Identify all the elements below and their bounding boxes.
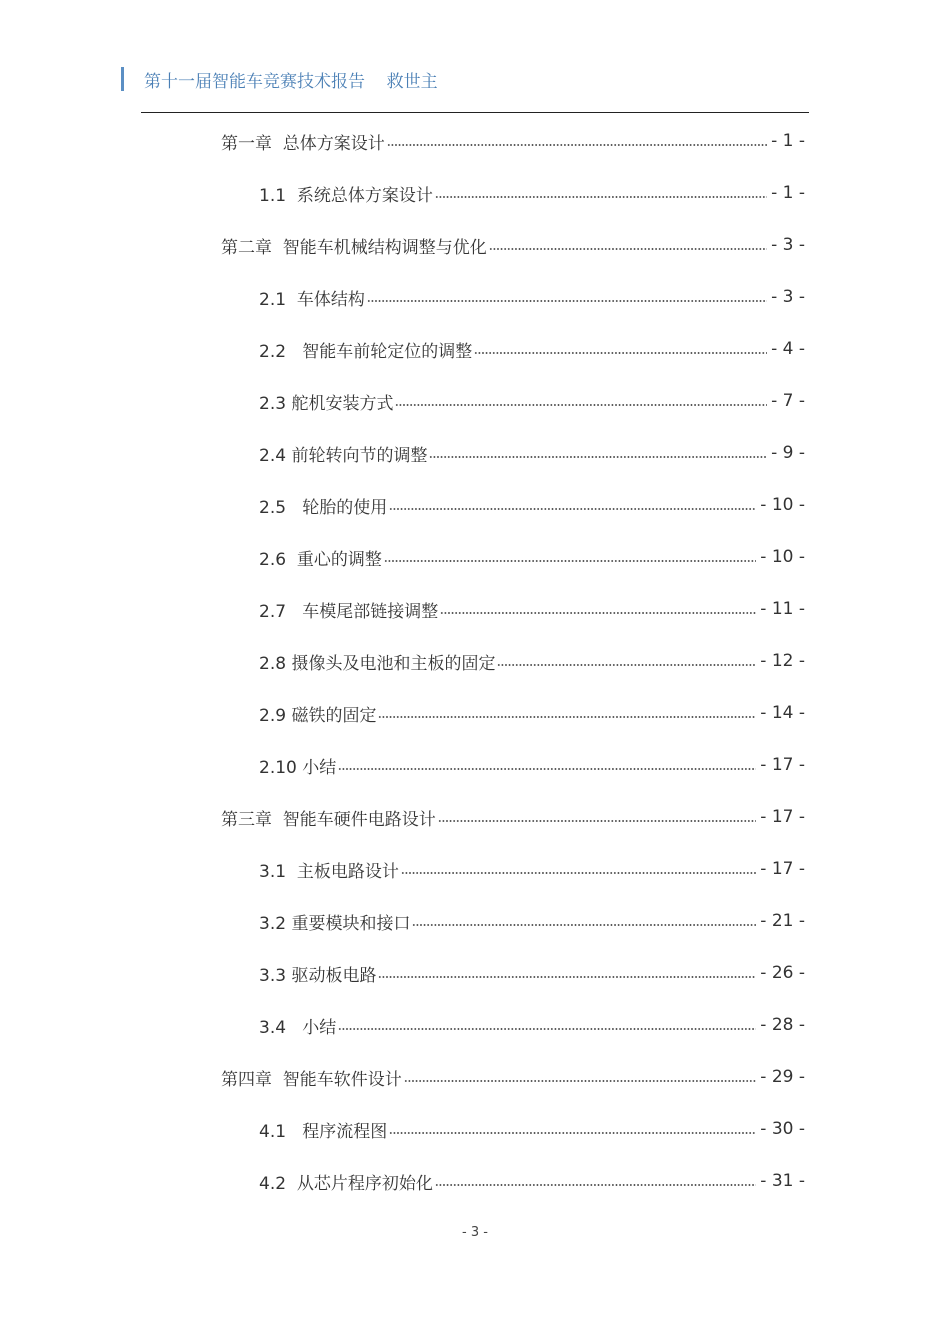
toc-entry[interactable]: [259, 843, 805, 895]
toc-entry[interactable]: [259, 271, 805, 323]
toc-dot-leader: [435, 1182, 756, 1188]
toc-dot-leader: [395, 402, 767, 408]
toc-entry-page: - 28 -: [760, 1015, 805, 1035]
toc-entry-title: 2.4 前轮转向节的调整: [259, 445, 428, 466]
toc-dot-leader: [412, 922, 756, 928]
toc-entry[interactable]: [259, 531, 805, 583]
toc-entry-title: 第一章 总体方案设计: [221, 133, 385, 154]
toc-entry-title: 第二章 智能车机械结构调整与优化: [221, 237, 487, 258]
toc-entry[interactable]: [221, 1051, 805, 1103]
toc-dot-leader: [338, 766, 756, 772]
running-header: [121, 66, 438, 92]
toc-dot-leader: [378, 974, 756, 980]
toc-dot-leader: [438, 818, 756, 824]
toc-entry-title: 2.1 车体结构: [259, 289, 365, 310]
toc-entry-title: 2.9 磁铁的固定: [259, 705, 377, 726]
toc-dot-leader: [389, 506, 756, 512]
toc-entry-title: 3.4 小结: [259, 1017, 337, 1038]
toc-entry[interactable]: [259, 739, 805, 791]
toc-entry-page: - 17 -: [760, 859, 805, 879]
toc-entry-page: - 17 -: [760, 807, 805, 827]
page-number: - 3 -: [462, 1225, 488, 1240]
toc-dot-leader: [429, 454, 767, 460]
toc-entry-title: 第四章 智能车软件设计: [221, 1069, 402, 1090]
toc-dot-leader: [384, 558, 756, 564]
toc-entry-title: 2.5 轮胎的使用: [259, 497, 388, 518]
toc-entry[interactable]: [221, 219, 805, 271]
toc-dot-leader: [404, 1078, 756, 1084]
toc-dot-leader: [378, 714, 756, 720]
toc-dot-leader: [389, 1130, 756, 1136]
toc-entry-page: - 7 -: [771, 391, 805, 411]
toc-entry[interactable]: [259, 947, 805, 999]
toc-entry[interactable]: [259, 479, 805, 531]
toc-dot-leader: [401, 870, 756, 876]
toc-entry-title: 第三章 智能车硬件电路设计: [221, 809, 436, 830]
toc-entry[interactable]: [259, 1103, 805, 1155]
toc-entry-page: - 3 -: [771, 287, 805, 307]
toc-entry-page: - 26 -: [760, 963, 805, 983]
toc-dot-leader: [497, 662, 756, 668]
toc-entry[interactable]: [259, 635, 805, 687]
toc-entry[interactable]: [259, 999, 805, 1051]
toc-entry-title: 3.2 重要模块和接口: [259, 913, 411, 934]
toc-entry[interactable]: [221, 115, 805, 167]
toc-entry-title: 2.10 小结: [259, 757, 337, 778]
toc-dot-leader: [474, 350, 767, 356]
toc-entry-page: - 30 -: [760, 1119, 805, 1139]
toc-entry-title: 3.1 主板电路设计: [259, 861, 399, 882]
header-accent-bar: [121, 67, 124, 91]
toc-dot-leader: [367, 298, 767, 304]
toc-entry[interactable]: [259, 427, 805, 479]
toc-entry-page: - 21 -: [760, 911, 805, 931]
header-rule: [141, 112, 809, 113]
toc-entry-title: 4.1 程序流程图: [259, 1121, 388, 1142]
toc-entry-page: - 1 -: [771, 183, 805, 203]
toc-entry[interactable]: [259, 323, 805, 375]
toc-entry-title: 2.7 车模尾部链接调整: [259, 601, 439, 622]
toc-entry-title: 1.1 系统总体方案设计: [259, 185, 433, 206]
toc-entry-page: - 10 -: [760, 547, 805, 567]
toc-entry[interactable]: [221, 791, 805, 843]
toc-entry[interactable]: [259, 167, 805, 219]
toc-dot-leader: [435, 194, 767, 200]
toc-entry-page: - 31 -: [760, 1171, 805, 1191]
toc-dot-leader: [387, 142, 767, 148]
toc-entry[interactable]: [259, 375, 805, 427]
toc-entry-title: 2.6 重心的调整: [259, 549, 382, 570]
toc-entry-page: - 1 -: [771, 131, 805, 151]
toc-entry-page: - 14 -: [760, 703, 805, 723]
toc-entry[interactable]: [259, 1155, 805, 1207]
toc-dot-leader: [440, 610, 756, 616]
toc-entry-page: - 9 -: [771, 443, 805, 463]
toc-entry[interactable]: [259, 583, 805, 635]
toc-entry-title: 2.2 智能车前轮定位的调整: [259, 341, 473, 362]
toc-entry-page: - 17 -: [760, 755, 805, 775]
toc-entry-title: 2.8 摄像头及电池和主板的固定: [259, 653, 496, 674]
toc-dot-leader: [489, 246, 767, 252]
toc-entry-title: 3.3 驱动板电路: [259, 965, 377, 986]
toc-entry-page: - 12 -: [760, 651, 805, 671]
header-title: 第十一届智能车竞赛技术报告 救世主: [144, 71, 438, 92]
toc-entry-page: - 3 -: [771, 235, 805, 255]
toc-entry-title: 2.3 舵机安装方式: [259, 393, 394, 414]
toc-entry[interactable]: [259, 895, 805, 947]
toc-entry-title: 4.2 从芯片程序初始化: [259, 1173, 433, 1194]
toc-entry-page: - 10 -: [760, 495, 805, 515]
toc-entry-page: - 11 -: [760, 599, 805, 619]
toc-entry-page: - 29 -: [760, 1067, 805, 1087]
toc-entry[interactable]: [259, 687, 805, 739]
toc-dot-leader: [338, 1026, 756, 1032]
toc-entry-page: - 4 -: [771, 339, 805, 359]
